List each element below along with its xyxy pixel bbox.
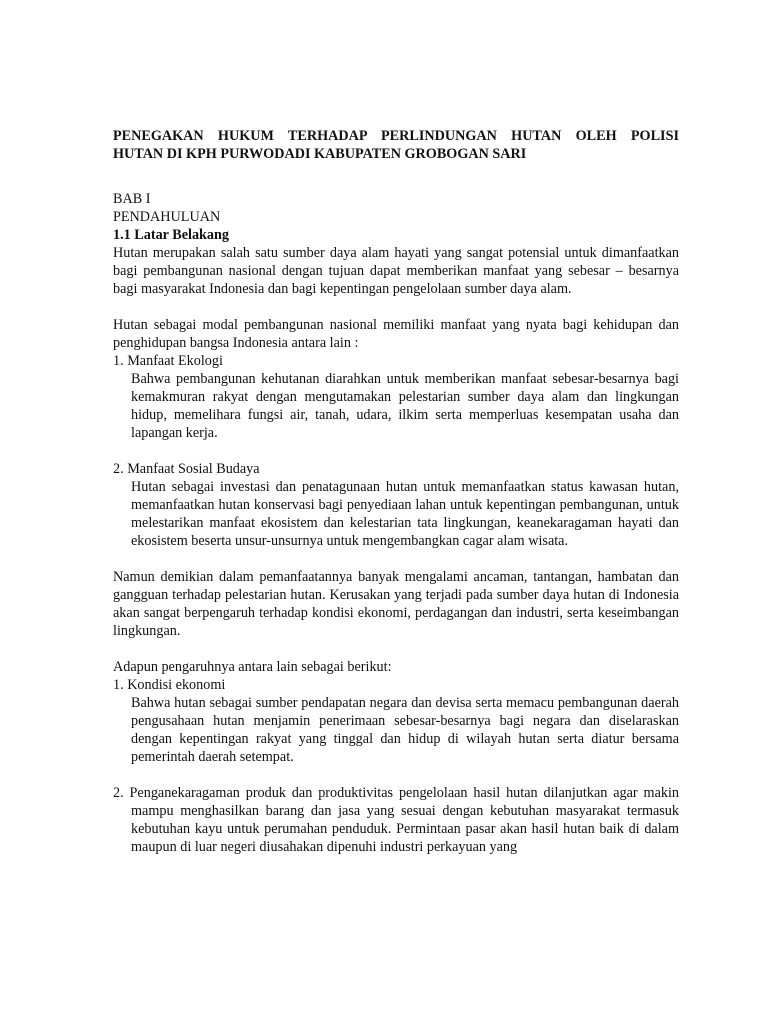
paragraph: Adapun pengaruhnya antara lain sebagai berikut: bbox=[113, 659, 392, 675]
list-item-text: Hutan sebagai investasi dan penatagunaan hutan untuk memanfaatkan status kawasan hutan, memanfaatkan hutan konservasi bagi penyediaan lahan untuk kepentingan pembangunan, untuk melestarikan manfaat ekosistem dan kelestarian tata lingkungan, keanekaragaman hayati dan ekosistem beserta unsur-unsurnya untuk mengembangkan cagar alam wisata. bbox=[131, 479, 679, 549]
list-item-label: 2. Manfaat Sosial Budaya bbox=[113, 461, 260, 477]
numbered-paragraph: 2. Penganekaragaman produk dan produktivitas pengelolaan hasil hutan dilanjutkan agar makin mampu menghasilkan barang dan jasa yang sesuai dengan kebutuhan masyarakat termasuk kebutuhan kayu untuk perumahan penduduk. Permintaan pasar akan hasil hutan baik di dalam maupun di luar negeri diusahakan dipenuhi industri perkayuan yang bbox=[113, 785, 679, 855]
list-item-text: Bahwa hutan sebagai sumber pendapatan negara dan devisa serta memacu pembangunan daerah pengusahaan hutan menjamin penerimaan sebesar-besarnya bagi negara dan diselaraskan dengan kepentingan rakyat yang tinggal dan hidup di wilayah hutan serta diatur bersama pemerintah daerah setempat. bbox=[131, 695, 679, 765]
title-line-1: PENEGAKAN HUKUM TERHADAP PERLINDUNGAN HUTAN OLEH POLISI bbox=[113, 128, 679, 144]
chapter-title: PENDAHULUAN bbox=[113, 209, 221, 225]
chapter-number: BAB I bbox=[113, 191, 151, 207]
document-body bbox=[113, 127, 679, 856]
section-heading: 1.1 Latar Belakang bbox=[113, 227, 230, 243]
paragraph: Hutan sebagai modal pembangunan nasional memiliki manfaat yang nyata bagi kehidupan dan penghidupan bangsa Indonesia antara lain : bbox=[113, 317, 679, 351]
paragraph: Hutan merupakan salah satu sumber daya alam hayati yang sangat potensial untuk dimanfaatkan bagi pembangunan nasional dengan tujuan dapat memberikan manfaat yang sebesar – besarnya bagi masyarakat Indonesia dan bagi kepentingan pengelolaan sumber daya alam. bbox=[113, 245, 679, 297]
list-item-text: Bahwa pembangunan kehutanan diarahkan untuk memberikan manfaat sebesar-besarnya bagi kemakmuran rakyat dengan mengutamakan pelestarian sumber daya alam dan lingkungan hidup, memelihara fungsi air, tanah, udara, ilkim serta memperluas kesempatan usaha dan lapangan kerja. bbox=[131, 371, 679, 441]
list-item-label: 1. Manfaat Ekologi bbox=[113, 353, 223, 369]
list-item-label: 1. Kondisi ekonomi bbox=[113, 677, 226, 693]
paragraph: Namun demikian dalam pemanfaatannya banyak mengalami ancaman, tantangan, hambatan dan gangguan terhadap pelestarian hutan. Kerusakan yang terjadi pada sumber daya hutan di Indonesia akan sangat berpengaruh terhadap kondisi ekonomi, perdagangan dan industri, serta keseimbangan lingkungan. bbox=[113, 569, 679, 639]
title-line-2: HUTAN DI KPH PURWODADI KABUPATEN GROBOGAN SARI bbox=[113, 146, 527, 162]
document-title bbox=[113, 127, 679, 163]
